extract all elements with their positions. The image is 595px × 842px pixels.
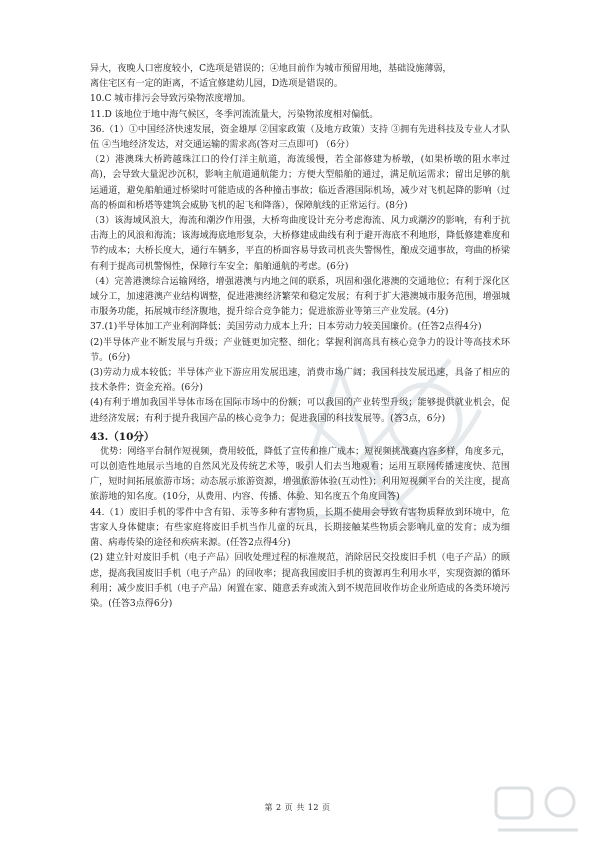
answer-36-3: （3）该海域风浪大，海流和潮汐作用强，大桥弯曲度设计充分考虑海流、风力或潮汐的影响，有利于抗击海上的风浪和海流；该海域海底地形复杂，大桥修建成曲线有利于避开海底不利地形，降低修建难度和节约成本；大桥长度大，通行车辆多，平直的桥面容易导致司机丧失警惕性，酿成交通事故，弯曲的桥梁有利于提高司机警惕性，保障行车安全；船舶通航的考虑。(6分) bbox=[90, 216, 510, 272]
answer-36-4: （4）完善港澳综合运输网络，增强港澳与内地之间的联系，巩固和强化港澳的交通地位；有利于深化区域分工，加速港澳产业结构调整，促进港澳经济繁荣和稳定发展；有利于扩大港澳城市服务范围，增强城市服务功能，拓展城市经济腹地，提升综合竞争能力；促进旅游业等第三产业发展。(4分) bbox=[90, 276, 510, 318]
text-line-1: 异大，夜晚人口密度较小，C选项是错误的；④地目前作为城市预留用地，基础设施薄弱， bbox=[90, 64, 452, 74]
text-line-2: 离住宅区有一定的距离，不适宜修建幼儿园，D选项是错误的。 bbox=[90, 79, 343, 90]
answer-44-2: (2) 建立针对废旧手机（电子产品）回收处理过程的标准规范，消除居民交投废旧手机（电子产品）的顾虑，提高我国废旧手机（电子产品）的回收率；提高我国废旧手机的资源再生利用水平，实现资源的循环利用；减少废旧手机（电子产品）闲置在家、随意丢弃或流入到不规范回收作坊企业所造成的各类环境污染。(任答3点得6分) bbox=[90, 553, 510, 609]
answer-36-1: 36.（1）①中国经济快速发展，资金雄厚 ②国家政策（及地方政策）支持 ③拥有先进科技及专业人才队伍 ④当地经济发达，对交通运输的需求高(答对三点即可) （6分） bbox=[90, 124, 510, 151]
answer-10: 10.C 城市排污会导致污染物浓度增加。 bbox=[90, 94, 251, 105]
answer-36-2: （2）港澳珠大桥跨越珠江口的伶仃洋主航道，海流缓慢，若全部修建为桥墩，(如果桥墩的阻水率过高)，会导致大量泥沙沉积，影响主航道通航能力；方便大型船舶的通过，满足航运需求；留出足够的航运通道，避免船舶通过桥梁时可能造成的各种撞击事故；临近香港国际机场，减少对飞机起降的影响（过高的桥面和桥塔等建筑会威胁飞机的起飞和降落），保障航线的正常运行。(8分) bbox=[90, 155, 510, 211]
heading-43: 43.（10分） bbox=[90, 430, 155, 443]
answer-43: 优势：网络平台制作短视频，费用较低，降低了宣传和推广成本；短视频挑战赛内容多样，角度多元，可以创造性地展示当地的自然风光及传统艺术等，吸引人们去当地观看；运用互联网传播速度快、范围广，短时间拓展旅游市场；动态展示旅游资源，增强旅游体验(互动性)；利用短视频平台的关注度，提高旅游地的知名度。(10分，从费用、内容、传播、体验、知名度五个角度回答) bbox=[90, 446, 510, 503]
answer-content bbox=[90, 62, 510, 612]
answer-37-3: (3)劳动力成本较低；半导体产业下游应用发展迅速，消费市场广阔；我国科技发展迅速，具备了相应的技术条件；资金充裕。(6分) bbox=[90, 368, 510, 394]
answer-37-4: (4)有利于增加我国半导体市场在国际市场中的份额；可以我国的产业转型升级；能够提供就业机会，促进经济发展；有利于提升我国产品的核心竞争力；促进我国的科技发展等。(答3点，6分) bbox=[90, 398, 510, 424]
answer-11: 11.D 该地位于地中海气候区，冬季河流流量大，污染物浓度相对偏低。 bbox=[90, 109, 379, 120]
answer-37-1: 37.(1)半导体加工产业利润降低；美国劳动力成本上升；日本劳动力较美国廉价。(任答2点得4分) bbox=[90, 322, 482, 333]
answer-37-2: (2)半导体产业不断发展与升级；产业链更加完整、细化；掌握利润高具有核心竞争力的设计等高技术环节。(6分) bbox=[90, 337, 510, 363]
answer-44-1: 44.（1）废旧手机的零件中含有铅、汞等多种有害物质，长期不使用会导致有害物质释放到环境中，危害家人身体健康；有些家庭将废旧手机当作儿童的玩具，长期接触某些物质会影响儿童的发育；成为细菌、病毒传染的途径和疾病来源。(任答2点得4分) bbox=[90, 507, 510, 549]
page-footer: 第 2 页 共 12 页 bbox=[264, 803, 331, 812]
